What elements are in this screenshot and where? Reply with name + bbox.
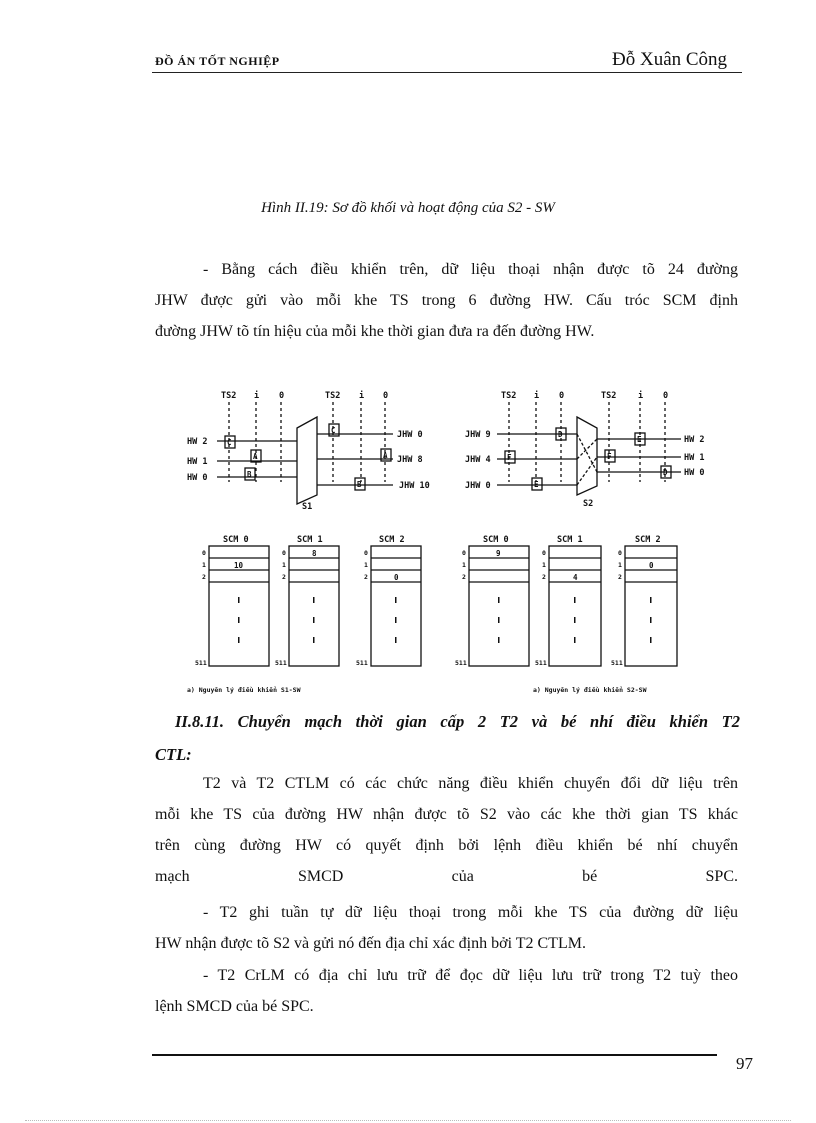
left-box-c-out-label: C xyxy=(331,426,336,435)
section-heading-line-1: II.8.11. Chuyển mạch thời gian cấp 2 T2 và bé nhí điều khiển T2 xyxy=(175,712,740,731)
table-ellipsis-marks xyxy=(238,597,652,643)
row-label: 1 xyxy=(542,561,546,569)
left-scm2-value: 0 xyxy=(394,573,399,582)
row-label: 1 xyxy=(282,561,286,569)
left-jhw10-label: JHW 10 xyxy=(399,481,430,491)
right-ts2b-label: TS2 xyxy=(601,391,617,401)
left-box-c-in-label: C xyxy=(227,438,232,447)
right-scm0-table xyxy=(469,546,529,666)
row-label: 0 xyxy=(364,549,368,557)
paragraph-2-line-2: mỗi khe TS của đường HW nhận được tõ S2 vào các khe thời gian TS khác xyxy=(155,806,738,823)
row-label: 2 xyxy=(618,573,622,581)
paragraph-4 xyxy=(155,960,738,1022)
row-label: 2 xyxy=(364,573,368,581)
left-ts2-label: TS2 xyxy=(221,391,237,401)
row-label: 511 xyxy=(535,659,547,667)
row-label: 511 xyxy=(275,659,287,667)
left-box-b-out-label: B xyxy=(357,480,362,489)
left-hw1-label: HW 1 xyxy=(187,457,208,467)
row-label: 2 xyxy=(462,573,466,581)
row-label: 2 xyxy=(542,573,546,581)
row-label: 2 xyxy=(202,573,206,581)
left-figure-note: a) Nguyên lý điều khiển S1-SW xyxy=(187,686,301,694)
paragraph-1-line-2: JHW được gửi vào mỗi khe TS trong 6 đường HW. Cấu tróc SCM định xyxy=(155,292,738,309)
row-label: 0 xyxy=(282,549,286,557)
section-heading-line-2: CTL: xyxy=(155,745,192,764)
paragraph-2-line-1: T2 và T2 CTLM có các chức năng điều khiển chuyển đổi dữ liệu trên xyxy=(203,775,738,792)
paragraph-2-line-3: trên cùng đường HW có quyết định bởi lệnh điều khiển bé nhí chuyển xyxy=(155,837,738,854)
row-label: 511 xyxy=(356,659,368,667)
right-ts2-label: TS2 xyxy=(501,391,517,401)
row-label: 511 xyxy=(195,659,207,667)
row-label: 0 xyxy=(202,549,206,557)
s2-cross-path xyxy=(577,439,597,459)
row-label: 1 xyxy=(618,561,622,569)
row-label: 1 xyxy=(462,561,466,569)
right-scm1-table xyxy=(549,546,601,666)
s1-switch-block xyxy=(297,417,317,504)
left-scm0-title: SCM 0 xyxy=(223,535,249,545)
paragraph-1 xyxy=(155,254,738,347)
left-jhw0-label: JHW 0 xyxy=(397,430,423,440)
figure-caption: Hình II.19: Sơ đồ khối và hoạt động của S2 - SW xyxy=(261,200,555,216)
right-hw2-label: HW 2 xyxy=(684,435,705,445)
row-label: 0 xyxy=(618,549,622,557)
right-box-f-out-label: F xyxy=(607,452,612,461)
header-rule xyxy=(152,72,742,73)
s1-label: S1 xyxy=(302,502,313,512)
left-ts2b-label: TS2 xyxy=(325,391,341,401)
left-scm2-table xyxy=(371,546,421,666)
section-heading xyxy=(155,705,740,771)
left-ti-label: i xyxy=(254,391,260,401)
paragraph-2-line-4: mạch SMCD của bé SPC. xyxy=(155,868,738,885)
left-box-b-in-label: B xyxy=(247,470,252,479)
left-hw2-label: HW 2 xyxy=(187,437,208,447)
right-hw1-label: HW 1 xyxy=(684,453,705,463)
left-scm2-title: SCM 2 xyxy=(379,535,405,545)
left-t0-label: 0 xyxy=(279,391,285,401)
left-scm1-value: 8 xyxy=(312,549,317,558)
right-hw0-label: HW 0 xyxy=(684,468,705,478)
right-jhw9-label: JHW 9 xyxy=(465,430,491,440)
right-t0-label: 0 xyxy=(559,391,565,401)
right-box-d-out-label: D xyxy=(663,468,668,477)
right-jhw0-label: JHW 0 xyxy=(465,481,491,491)
right-ti-label: i xyxy=(534,391,540,401)
row-label: 511 xyxy=(611,659,623,667)
row-label: 1 xyxy=(202,561,206,569)
right-box-d-in-label: D xyxy=(558,430,563,439)
s2-cross-path xyxy=(577,457,597,485)
right-box-f-in-label: F xyxy=(507,453,512,462)
row-label: 511 xyxy=(455,659,467,667)
right-scm0-title: SCM 0 xyxy=(483,535,509,545)
s2-label: S2 xyxy=(583,499,594,509)
header-author: Đỗ Xuân Công xyxy=(612,49,728,70)
s2-cross-path xyxy=(577,434,597,472)
right-jhw4-label: JHW 4 xyxy=(465,455,491,465)
right-scm2-value: 0 xyxy=(649,561,654,570)
switch-diagram xyxy=(185,382,715,700)
left-scm0-value: 10 xyxy=(234,561,244,570)
left-t0b-label: 0 xyxy=(383,391,389,401)
left-scm1-title: SCM 1 xyxy=(297,535,323,545)
right-box-e-out-label: E xyxy=(637,435,642,444)
page-edge-dots xyxy=(25,1120,791,1121)
paragraph-1-line-3: đường JHW tõ tín hiệu của mỗi khe thời gian đưa ra đến đường HW. xyxy=(155,323,595,340)
row-label: 0 xyxy=(542,549,546,557)
paragraph-4-line-1: - T2 CrLM có địa chỉ lưu trữ để đọc dữ liệu lưu trữ trong T2 tuỳ theo xyxy=(203,967,738,984)
left-box-a-in-label: A xyxy=(253,452,258,461)
row-label: 1 xyxy=(364,561,368,569)
right-box-e-in-label: E xyxy=(534,480,539,489)
right-figure-note: a) Nguyên lý điều khiển S2-SW xyxy=(533,686,647,694)
right-t0b-label: 0 xyxy=(663,391,669,401)
left-scm1-table xyxy=(289,546,339,666)
paragraph-4-line-2: lệnh SMCD của bé SPC. xyxy=(155,998,314,1015)
right-scm0-value: 9 xyxy=(496,549,501,558)
left-hw0-label: HW 0 xyxy=(187,473,208,483)
right-scm1-value: 4 xyxy=(573,573,578,582)
paragraph-3-line-1: - T2 ghi tuần tự dữ liệu thoại trong mỗi khe TS của đường dữ liệu xyxy=(203,904,738,921)
right-scm1-title: SCM 1 xyxy=(557,535,583,545)
right-scm2-title: SCM 2 xyxy=(635,535,661,545)
footer-rule xyxy=(152,1054,717,1056)
paragraph-3 xyxy=(155,897,738,959)
left-tib-label: i xyxy=(359,391,365,401)
row-label: 0 xyxy=(462,549,466,557)
right-tib-label: i xyxy=(638,391,644,401)
page-number: 97 xyxy=(736,1054,753,1073)
paragraph-3-line-2: HW nhận được tõ S2 và gửi nó đến địa chỉ xác định bởi T2 CTLM. xyxy=(155,935,586,952)
s2-switch-block xyxy=(577,417,597,495)
header-title: ĐỒ ÁN TỐT NGHIỆP xyxy=(155,54,280,68)
left-box-a-out-label: A xyxy=(383,451,388,460)
row-label: 2 xyxy=(282,573,286,581)
paragraph-2 xyxy=(155,768,738,892)
left-jhw8-label: JHW 8 xyxy=(397,455,423,465)
paragraph-1-line-1: - Bằng cách điều khiển trên, dữ liệu thoại nhận được tõ 24 đường xyxy=(203,261,738,278)
